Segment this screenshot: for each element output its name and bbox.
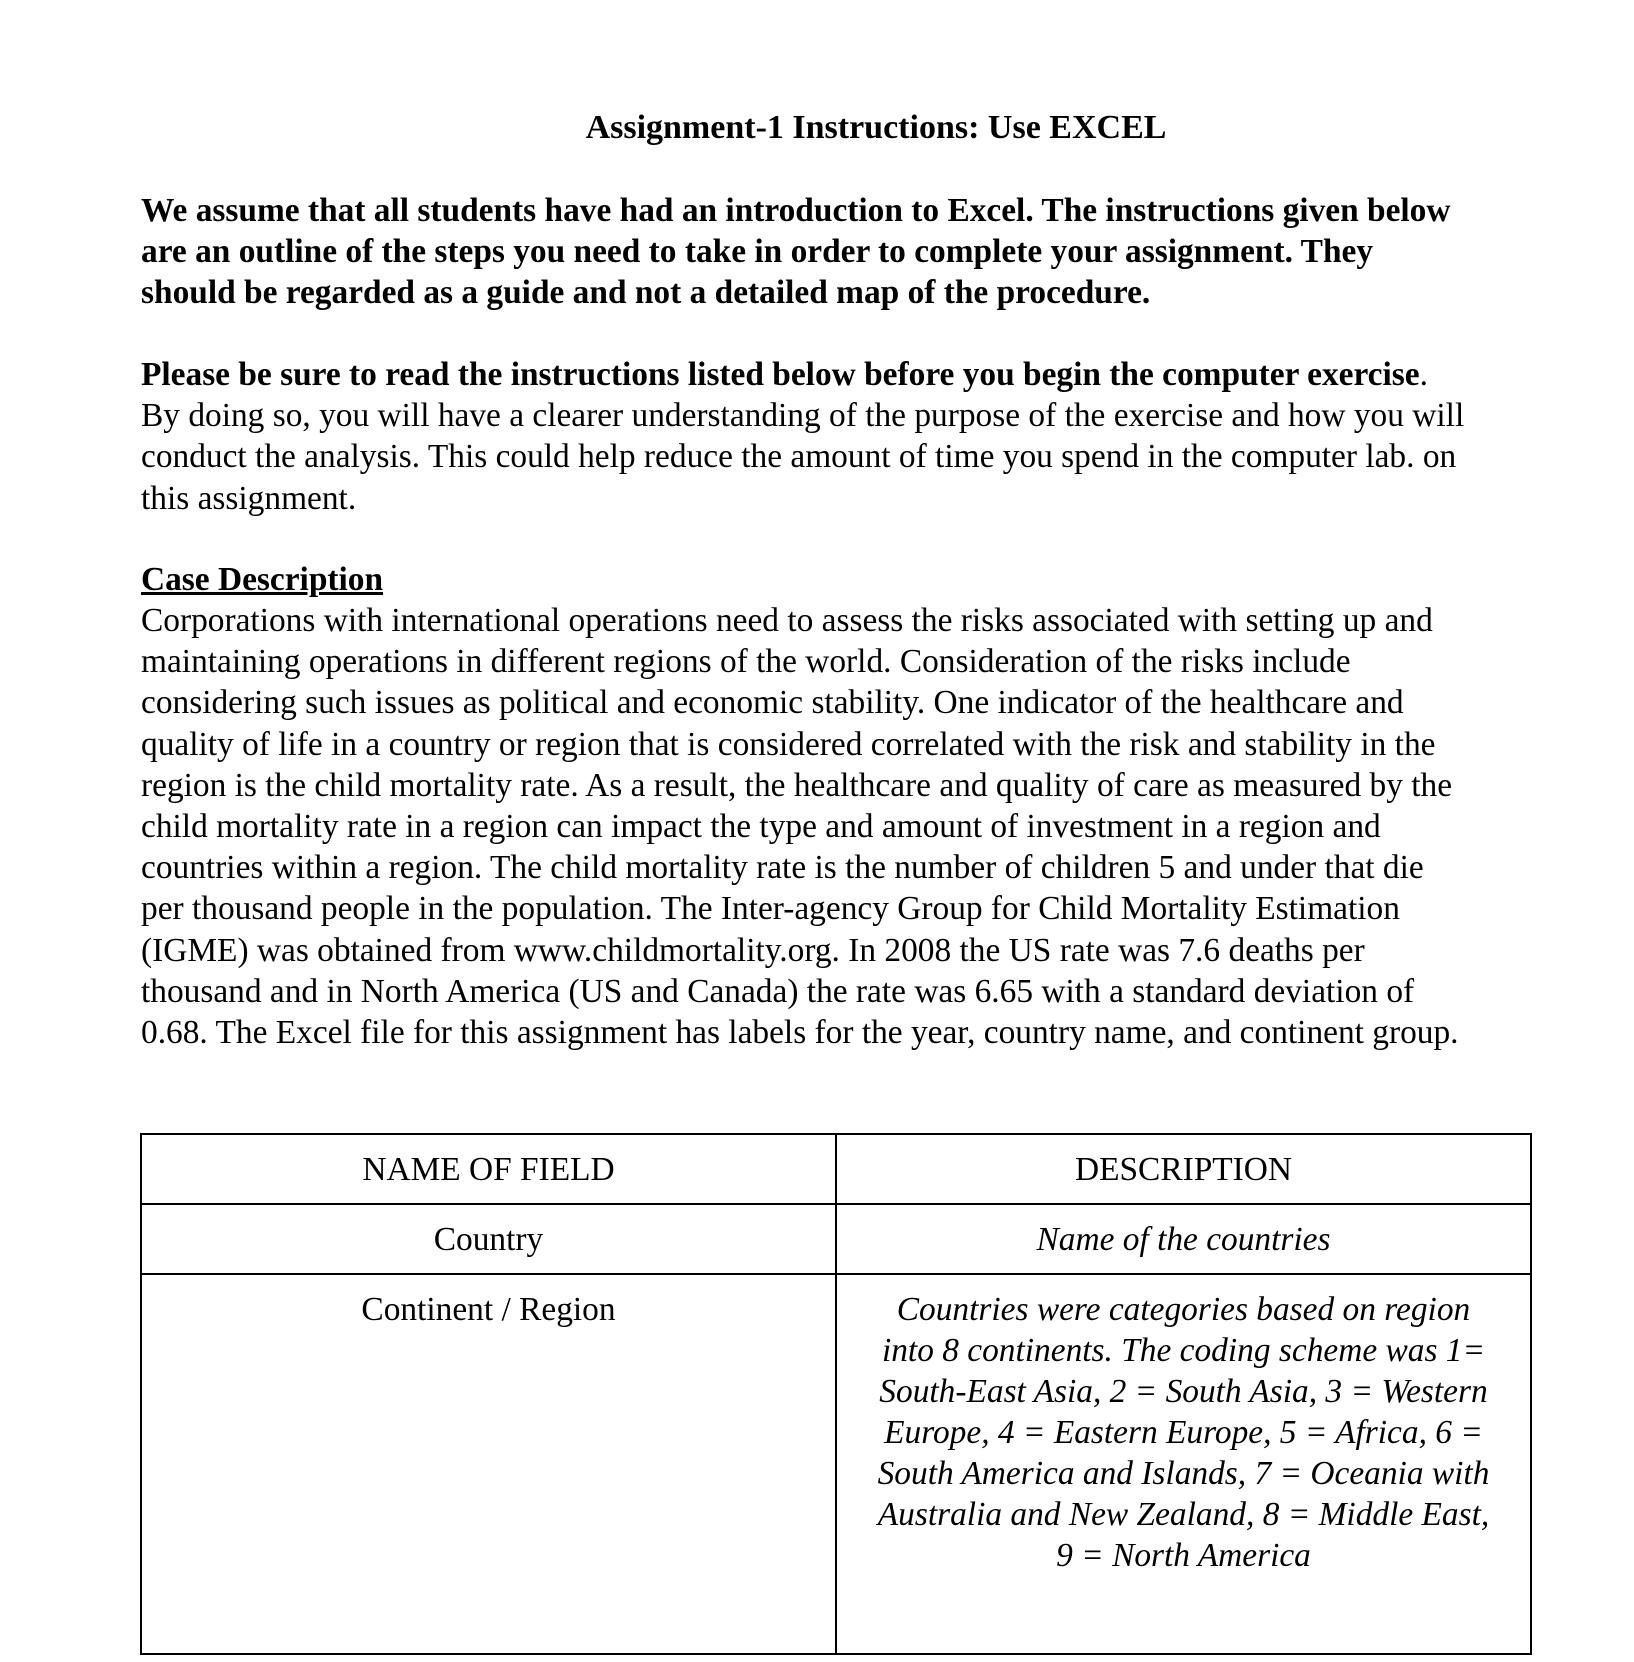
- reminder-line: By doing so, you will have a clearer understanding of the purpose of the exercise and how you will: [141, 397, 1465, 435]
- intro-line: should be regarded as a guide and not a detailed map of the procedure.: [141, 274, 1151, 312]
- table-row: [141, 1204, 1531, 1274]
- continent-coding-description: [854, 1289, 1514, 1576]
- reminder-paragraph: [141, 354, 1537, 519]
- intro-line: are an outline of the steps you need to take in order to complete your assignment. They: [141, 233, 1374, 271]
- field-description-cell: Name of the countries: [836, 1204, 1531, 1274]
- page-title: Assignment-1 Instructions: Use EXCEL: [585, 109, 1167, 146]
- intro-paragraph: [141, 190, 1537, 314]
- description-line: 9 = North America: [1056, 1537, 1311, 1574]
- reminder-bold-end: .: [1419, 356, 1428, 393]
- case-line: 0.68. The Excel file for this assignment has labels for the year, country name, and continent group.: [141, 1014, 1459, 1052]
- case-line: child mortality rate in a region can impact the type and amount of investment in a region and: [141, 808, 1381, 846]
- case-line: (IGME) was obtained from www.childmortality.org. In 2008 the US rate was 7.6 deaths per: [141, 931, 1365, 969]
- description-line: Australia and New Zealand, 8 = Middle East,: [877, 1496, 1490, 1533]
- reminder-first-line: [141, 354, 1537, 395]
- table-header-row: [141, 1134, 1531, 1204]
- description-line: into 8 continents. The coding scheme was 1=: [881, 1332, 1486, 1369]
- description-line: South-East Asia, 2 = South Asia, 3 = Western: [879, 1373, 1488, 1410]
- table-row: [141, 1274, 1531, 1654]
- case-line: per thousand people in the population. The Inter-agency Group for Child Mortality Estimation: [141, 890, 1400, 928]
- case-line: Corporations with international operations need to assess the risks associated with setting up and: [141, 602, 1433, 639]
- column-header-name-of-field: NAME OF FIELD: [141, 1134, 836, 1204]
- case-line: region is the child mortality rate. As a result, the healthcare and quality of care as measured by the: [141, 766, 1453, 804]
- reminder-bold-text: Please be sure to read the instructions listed below before you begin the computer exercise: [141, 356, 1420, 393]
- description-line: Countries were categories based on region: [896, 1291, 1471, 1328]
- case-line: quality of life in a country or region that is considered correlated with the risk and stability in the: [141, 725, 1436, 763]
- case-line: thousand and in North America (US and Canada) the rate was 6.65 with a standard deviation of: [141, 972, 1415, 1010]
- case-description-heading: Case Description: [141, 561, 384, 598]
- reminder-line: conduct the analysis. This could help reduce the amount of time you spend in the computer lab. on: [141, 438, 1457, 476]
- case-line: countries within a region. The child mortality rate is the number of children 5 and under that die: [141, 849, 1424, 887]
- field-name-cell: Country: [141, 1204, 836, 1274]
- description-line: South America and Islands, 7 = Oceania with: [877, 1455, 1490, 1492]
- description-line: Europe, 4 = Eastern Europe, 5 = Africa, 6 =: [884, 1414, 1483, 1451]
- reminder-line: this assignment.: [141, 479, 357, 517]
- field-name-cell: Continent / Region: [141, 1274, 836, 1654]
- case-description-paragraph: [141, 600, 1537, 1053]
- field-description-table: [140, 1133, 1532, 1655]
- field-description-cell: [836, 1274, 1531, 1654]
- column-header-description: DESCRIPTION: [836, 1134, 1531, 1204]
- case-line: considering such issues as political and economic stability. One indicator of the healthcare and: [141, 684, 1404, 722]
- case-line: maintaining operations in different regions of the world. Consideration of the risks include: [141, 643, 1351, 681]
- intro-line: We assume that all students have had an introduction to Excel. The instructions given below: [141, 192, 1451, 229]
